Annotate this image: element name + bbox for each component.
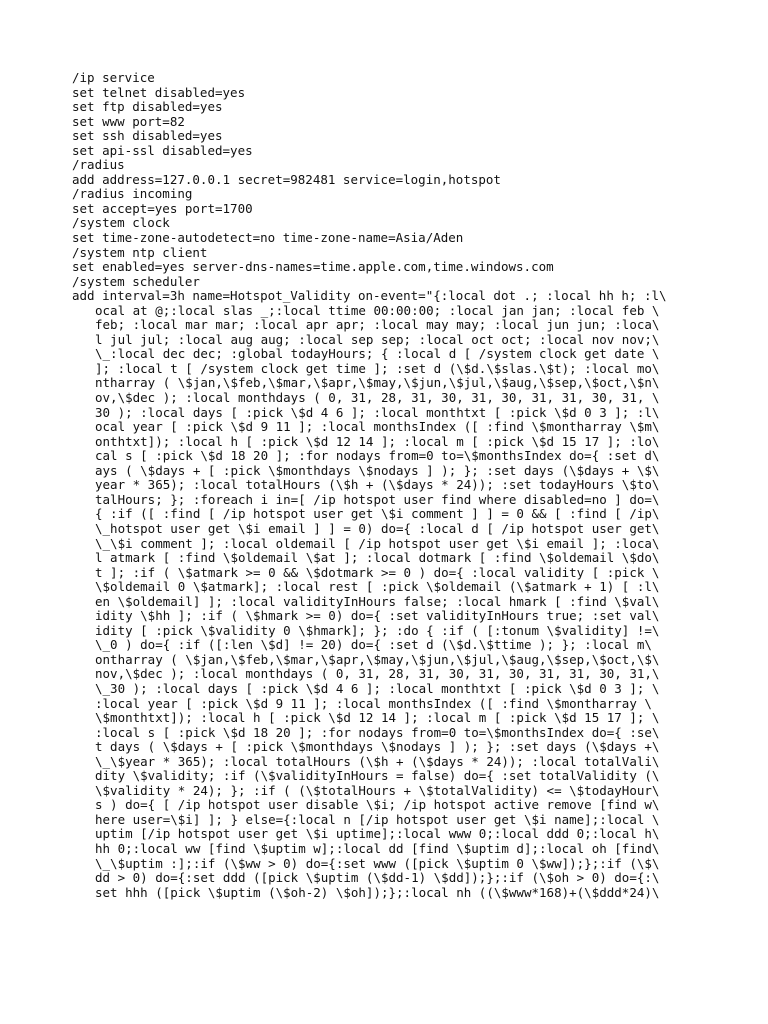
code-line: add interval=3h name=Hotspot_Validity on-event="{:local dot .; :local hh h; :l\ (72, 288, 667, 304)
code-continuation-line: ]; :local t [ /system clock get time ]; :set d (\$d.\$slas.\$t); :local mo\ (95, 360, 660, 376)
code-line: /system scheduler (72, 273, 200, 289)
code-continuation-line: t days ( \$days + [ :pick \$monthdays \$nodays ] ); }; :set days (\$days +\ (95, 739, 660, 755)
code-continuation-line: t ]; :if ( \$atmark >= 0 && \$dotmark >= 0 ) do={ :local validity [ :pick \ (95, 564, 660, 580)
code-line: set time-zone-autodetect=no time-zone-name=Asia/Aden (72, 230, 464, 246)
code-continuation-line: cal s [ :pick \$d 18 20 ]; :for nodays from=0 to=\$monthsIndex do={ :set d\ (95, 448, 660, 464)
code-continuation-line: ontharray ( \$jan,\$feb,\$mar,\$apr,\$may,\$jun,\$jul,\$aug,\$sep,\$oct,\$\ (95, 651, 660, 667)
code-continuation-line: onthtxt]); :local h [ :pick \$d 12 14 ]; :local m [ :pick \$d 15 17 ]; :lo\ (95, 433, 660, 449)
code-continuation-line: idity \$hh ]; :if ( \$hmark >= 0) do={ :set validityInHours true; :set val\ (95, 608, 660, 624)
code-line: /ip service (72, 70, 155, 85)
code-continuation-line: ntharray ( \$jan,\$feb,\$mar,\$apr,\$may,\$jun,\$jul,\$aug,\$sep,\$oct,\$n\ (95, 375, 660, 391)
code-continuation-line: \_\$year * 365); :local totalHours (\$h + (\$days * 24)); :local totalVali\ (95, 753, 660, 769)
code-line: /system ntp client (72, 244, 208, 260)
code-continuation-line: set hhh ([pick \$uptim (\$oh-2) \$oh]);};:local nh ((\$www*168)+(\$ddd*24)\ (95, 884, 660, 900)
code-continuation-line: :local s [ :pick \$d 18 20 ]; :for nodays from=0 to=\$monthsIndex do={ :se\ (95, 724, 660, 740)
code-continuation-line: \_30 ); :local days [ :pick \$d 4 6 ]; :local monthtxt [ :pick \$d 0 3 ]; \ (95, 680, 660, 696)
code-continuation-line: \$oldemail 0 \$atmark]; :local rest [ :pick \$oldemail (\$atmark + 1) [ :l\ (95, 579, 660, 595)
code-continuation-line: s ) do={ [ /ip hotspot user disable \$i; /ip hotspot active remove [find w\ (95, 797, 660, 813)
code-line: /system clock (72, 215, 170, 231)
code-continuation-line: dity \$validity; :if (\$validityInHours = false) do={ :set totalValidity (\ (95, 768, 660, 784)
code-line: add address=127.0.0.1 secret=982481 service=login,hotspot (72, 171, 501, 187)
code-continuation-line: \_hotspot user get \$i email ] ] = 0) do={ :local d [ /ip hotspot user get\ (95, 520, 660, 536)
code-continuation-line: :local year [ :pick \$d 9 11 ]; :local monthsIndex ([ :find \$montharray \ (95, 695, 652, 711)
code-continuation-line: \_\$uptim :];:if (\$ww > 0) do={:set www ([pick \$uptim 0 \$ww]);};:if (\$\ (95, 855, 660, 871)
code-continuation-line: dd > 0) do={:set ddd ([pick \$uptim (\$dd-1) \$dd]);};:if (\$oh > 0) do={:\ (95, 870, 660, 886)
code-continuation-line: hh 0;:local ww [find \$uptim w];:local dd [find \$uptim d];:local oh [find\ (95, 840, 660, 856)
code-line: /radius incoming (72, 186, 193, 202)
code-line: set ftp disabled=yes (72, 99, 223, 115)
code-continuation-line: uptim [/ip hotspot user get \$i uptime];:local www 0;:local ddd 0;:local h\ (95, 826, 660, 842)
code-continuation-line: en \$oldemail] ]; :local validityInHours false; :local hmark [ :find \$val\ (95, 593, 660, 609)
code-continuation-line: \$validity * 24); }; :if ( (\$totalHours + \$totalValidity) <= \$todayHour\ (95, 782, 660, 798)
code-continuation-line: here user=\$i] ]; } else={:local n [/ip hotspot user get \$i name];:local \ (95, 811, 660, 827)
code-continuation-line: ocal year [ :pick \$d 9 11 ]; :local monthsIndex ([ :find \$montharray \$m\ (95, 419, 660, 435)
code-continuation-line: ocal at @;:local slas _;:local ttime 00:00:00; :local jan jan; :local feb \ (95, 302, 660, 318)
code-continuation-line: \_0 ) do={ :if ([:len \$d] != 20) do={ :set d (\$d.\$ttime ); }; :local m\ (95, 637, 652, 653)
code-continuation-line: year * 365); :local totalHours (\$h + (\$days * 24)); :set todayHours \$to\ (95, 477, 660, 493)
code-continuation-line: idity [ :pick \$validity 0 \$hmark]; }; :do { :if ( [:tonum \$validity] !=\ (95, 622, 660, 638)
code-continuation-line: l atmark [ :find \$oldemail \$at ]; :local dotmark [ :find \$oldemail \$do\ (95, 550, 660, 566)
code-line: set ssh disabled=yes (72, 128, 223, 144)
code-line: set accept=yes port=1700 (72, 200, 253, 216)
code-continuation-line: { :if ([ :find [ /ip hotspot user get \$i comment ] ] = 0 && [ :find [ /ip\ (95, 506, 660, 522)
code-continuation-line: feb; :local mar mar; :local apr apr; :local may may; :local jun jun; :loca\ (95, 317, 660, 333)
code-line: set telnet disabled=yes (72, 84, 246, 100)
code-continuation-line: 30 ); :local days [ :pick \$d 4 6 ]; :local monthtxt [ :pick \$d 0 3 ]; :l\ (95, 404, 660, 420)
code-continuation-line: talHours; }; :foreach i in=[ /ip hotspot user find where disabled=no ] do=\ (95, 491, 660, 507)
code-continuation-line: \$monthtxt]); :local h [ :pick \$d 12 14 ]; :local m [ :pick \$d 15 17 ]; \ (95, 710, 660, 726)
code-line: set api-ssl disabled=yes (72, 142, 253, 158)
code-continuation-line: ays ( \$days + [ :pick \$monthdays \$nodays ] ); }; :set days (\$days + \$\ (95, 462, 660, 478)
code-continuation-line: ov,\$dec ); :local monthdays ( 0, 31, 28, 31, 30, 31, 30, 31, 31, 30, 31, \ (95, 390, 660, 406)
code-continuation-line: l jul jul; :local aug aug; :local sep sep; :local oct oct; :local nov nov;\ (95, 331, 660, 347)
script-code-block (72, 71, 712, 900)
code-line: /radius (72, 157, 125, 173)
code-line: set enabled=yes server-dns-names=time.apple.com,time.windows.com (72, 259, 554, 275)
code-continuation-line: nov,\$dec ); :local monthdays ( 0, 31, 28, 31, 30, 31, 30, 31, 31, 30, 31,\ (95, 666, 660, 682)
code-continuation-line: \_:local dec dec; :global todayHours; { :local d [ /system clock get date \ (95, 346, 660, 362)
code-continuation-line: \_\$i comment ]; :local oldemail [ /ip hotspot user get \$i email ]; :loca\ (95, 535, 660, 551)
code-line: set www port=82 (72, 113, 185, 129)
